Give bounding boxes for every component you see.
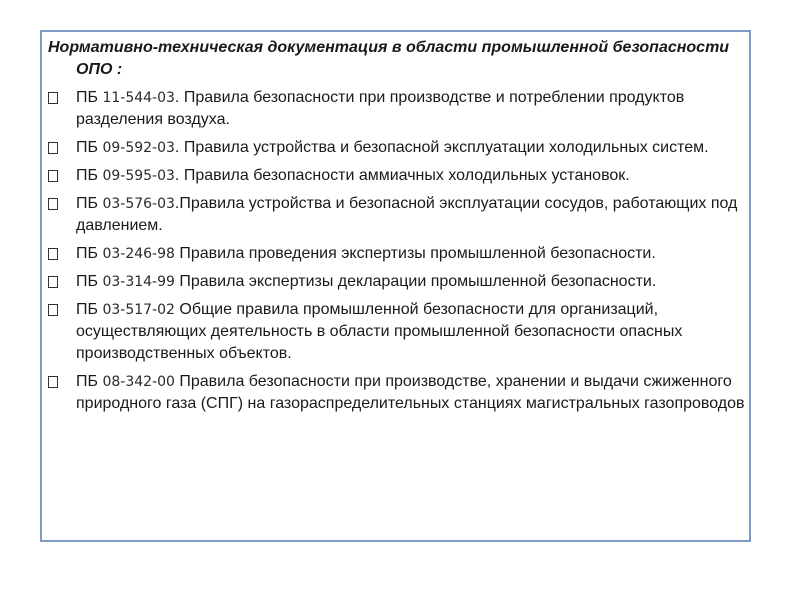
item-text: Правила проведения экспертизы промышленной безопасности. <box>174 245 656 262</box>
item-code: 03-517-02 <box>102 302 175 318</box>
item-text: Правила безопасности при производстве, хранении и выдачи сжиженного природного газа (СПГ) на газораспределительных станциях магистральных газопроводов <box>76 373 745 412</box>
list-item <box>48 371 748 415</box>
list-item <box>48 299 748 365</box>
square-bullet-icon <box>48 142 58 154</box>
item-code: 03-246-98 <box>102 246 175 262</box>
square-bullet-icon <box>48 198 58 210</box>
item-text: . Правила устройства и безопасной эксплуатации холодильных систем. <box>174 139 709 156</box>
item-prefix: ПБ <box>76 301 103 318</box>
list-item <box>48 193 748 237</box>
document-heading: Нормативно-техническая документация в области промышленной безопасности ОПО : <box>48 39 730 78</box>
regulation-list <box>48 87 748 415</box>
square-bullet-icon <box>48 376 58 388</box>
item-prefix: ПБ <box>76 139 103 156</box>
square-bullet-icon <box>48 170 58 182</box>
list-item <box>48 87 748 131</box>
item-prefix: ПБ <box>76 245 103 262</box>
item-code: 09-592-03 <box>102 140 175 156</box>
list-item <box>48 243 748 265</box>
item-prefix: ПБ <box>76 195 103 212</box>
item-text: . Правила безопасности при производстве и потреблении продуктов разделения воздуха. <box>76 89 685 128</box>
list-item <box>48 165 748 187</box>
list-item <box>48 137 748 159</box>
item-code: 08-342-00 <box>102 374 175 390</box>
square-bullet-icon <box>48 248 58 260</box>
item-text: . Правила безопасности аммиачных холодильных установок. <box>174 167 630 184</box>
item-code: 11-544-03 <box>102 90 175 106</box>
item-prefix: ПБ <box>76 273 103 290</box>
item-text: .Правила устройства и безопасной эксплуатации сосудов, работающих под давлением. <box>76 195 738 234</box>
item-prefix: ПБ <box>76 167 103 184</box>
item-text: Правила экспертизы декларации промышленной безопасности. <box>174 273 657 290</box>
document-content <box>48 37 748 421</box>
item-prefix: ПБ <box>76 373 103 390</box>
item-prefix: ПБ <box>76 89 103 106</box>
square-bullet-icon <box>48 304 58 316</box>
list-item <box>48 271 748 293</box>
item-text: Общие правила промышленной безопасности для организаций, осуществляющих деятельность в области промышленной безопасности опасных производственных объектов. <box>76 301 683 362</box>
item-code: 09-595-03 <box>102 168 175 184</box>
square-bullet-icon <box>48 92 58 104</box>
item-code: 03-314-99 <box>102 274 175 290</box>
item-code: 03-576-03 <box>102 196 175 212</box>
square-bullet-icon <box>48 276 58 288</box>
